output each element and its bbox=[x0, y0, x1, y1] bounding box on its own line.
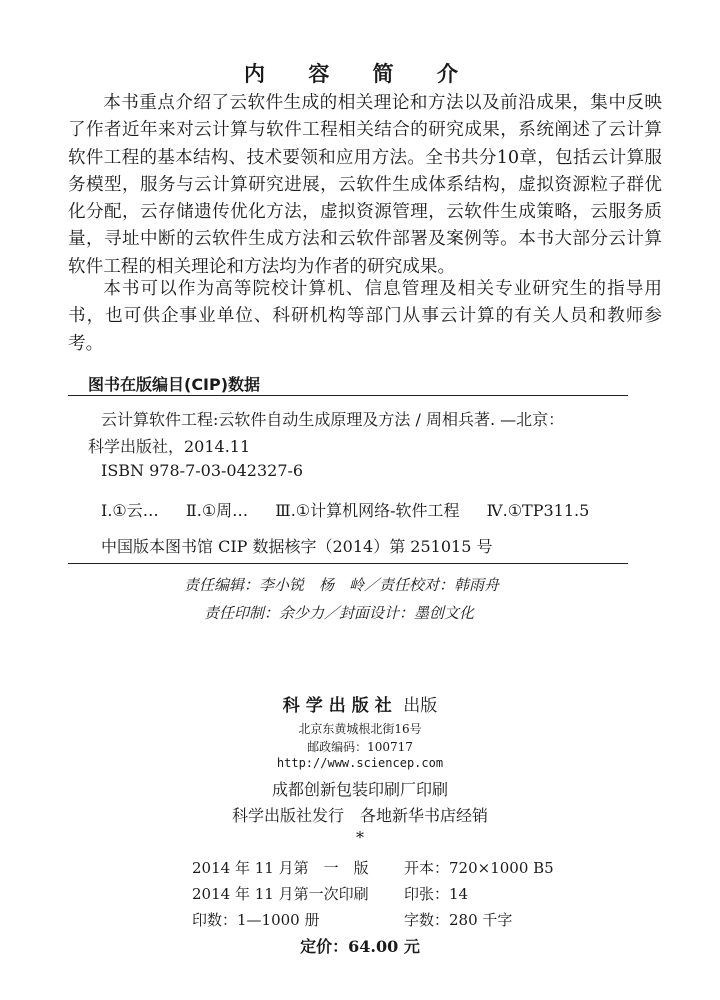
classification-item: Ⅲ.①计算机网络-软件工程 bbox=[275, 501, 460, 520]
book-format: 开本：720×1000 B5 bbox=[404, 859, 554, 877]
edition-row bbox=[192, 909, 512, 930]
publisher-url: http://www.sciencep.com bbox=[276, 756, 444, 770]
word-count: 字数：280 千字 bbox=[404, 911, 513, 929]
printing-sheets: 印张：14 bbox=[404, 885, 469, 903]
edition-date: 2014 年 11 月第 一 版 bbox=[192, 859, 369, 877]
cip-publisher-line: 科学出版社，2014.11 bbox=[88, 437, 251, 456]
intro-paragraph: 本书可以作为高等院校计算机、信息管理及相关专业研究生的指导用书，也可供企事业单位、科研机构等部门从事云计算的有关人员和教师参考。 bbox=[68, 279, 662, 354]
intro-paragraph: 本书重点介绍了云软件生成的相关理论和方法以及前沿成果，集中反映了作者近年来对云计算与软件工程相关结合的研究成果，系统阐述了云计算软件工程的基本结构、技术要领和应用方法。全书共分10章，包括云计算服务模型，服务与云计算研究进展，云软件生成体系结构，虚拟资源粒子群优化分配，云存储遗传优化方法，虚拟资源管理，云软件生成策略，云服务质量，寻址中断的云软件生成方法和云软件部署及案例等。本书大部分云计算软件工程的相关理论和方法均为作者的研究成果。 bbox=[68, 93, 662, 277]
print-date: 2014 年 11 月第一次印刷 bbox=[192, 885, 369, 903]
publisher-name: 科学出版社 bbox=[282, 696, 398, 716]
printer-line: 成都创新包装印刷厂印刷 bbox=[271, 780, 448, 799]
staff-line: 责任印制：余少力／封面设计：墨创文化 bbox=[204, 604, 475, 622]
price: 定价：64.00 元 bbox=[300, 937, 420, 956]
publisher-line bbox=[0, 691, 720, 716]
cip-title-line: 云计算软件工程:云软件自动生成原理及方法 / 周相兵著. —北京： bbox=[101, 410, 565, 429]
cip-heading: 图书在版编目(CIP)数据 bbox=[88, 375, 261, 394]
page-title: 内 容 简 介 bbox=[244, 62, 476, 86]
classification-item: Ⅳ.①TP311.5 bbox=[486, 501, 590, 520]
publisher-suffix: 出版 bbox=[403, 696, 438, 716]
classification-item: Ⅰ.①云… bbox=[101, 501, 159, 520]
separator-star: * bbox=[356, 828, 364, 847]
cip-classification bbox=[101, 498, 611, 521]
edition-row bbox=[192, 857, 554, 878]
cip-isbn: ISBN 978-7-03-042327-6 bbox=[101, 461, 304, 480]
publisher-postcode: 邮政编码：100717 bbox=[307, 740, 413, 754]
staff-line: 责任编辑：李小锐 杨 岭／责任校对：韩雨舟 bbox=[184, 576, 500, 594]
classification-item: Ⅱ.①周… bbox=[185, 501, 249, 520]
distribution-line: 科学出版社发行 各地新华书店经销 bbox=[231, 806, 488, 825]
cip-number: 中国版本图书馆 CIP 数据核字（2014）第 251015 号 bbox=[101, 537, 493, 556]
edition-row bbox=[192, 883, 468, 904]
print-run: 印数：1—1000 册 bbox=[192, 911, 320, 929]
divider bbox=[68, 395, 628, 396]
divider bbox=[68, 563, 628, 564]
publisher-address: 北京东黄城根北街16号 bbox=[298, 722, 422, 736]
